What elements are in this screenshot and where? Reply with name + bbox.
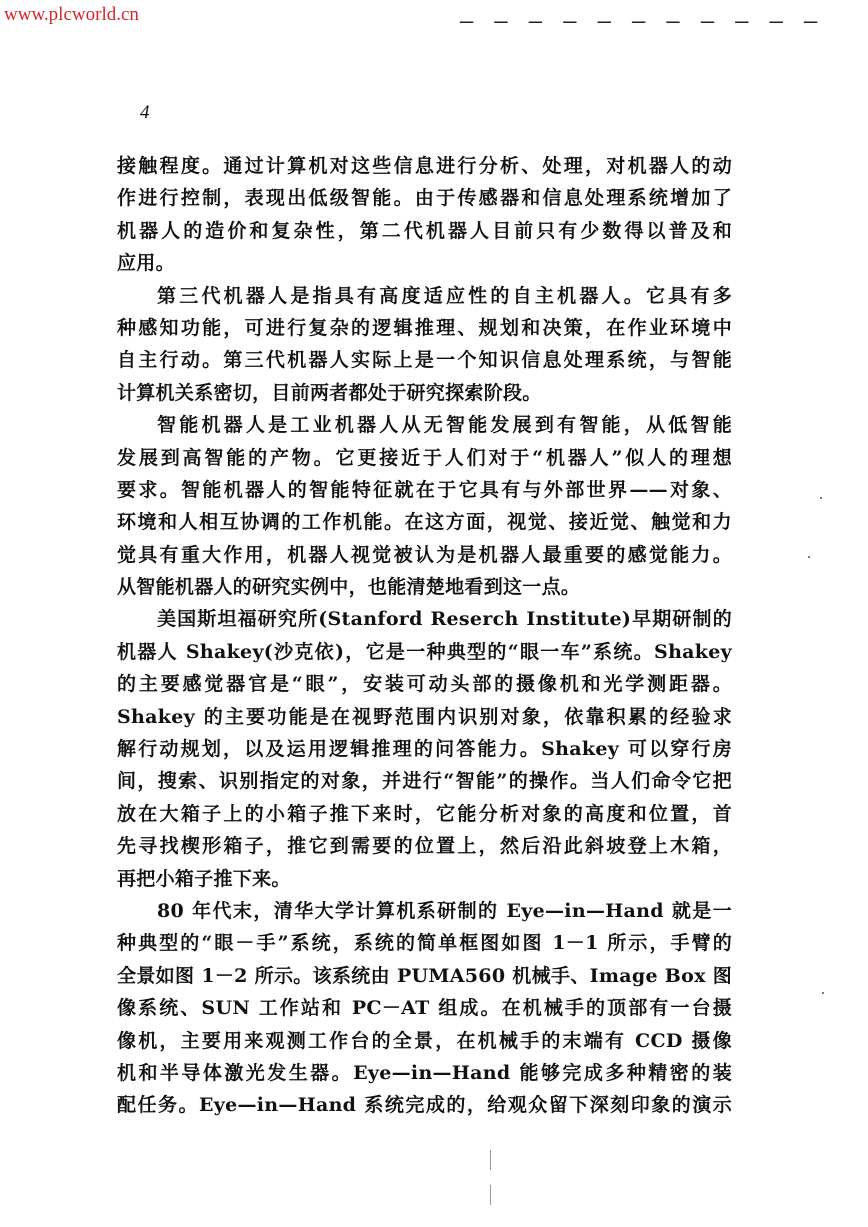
page-number: 4 xyxy=(140,102,150,123)
text-line: Shakey 的主要功能是在视野范围内识别对象，依靠积累的经验求 xyxy=(117,705,732,728)
text-line: 计算机关系密切，目前两者都处于研究探索阶段。 xyxy=(117,381,542,404)
text-line: 先寻找楔形箱子，推它到需要的位置上，然后沿此斜坡登上木箱， xyxy=(117,835,732,858)
text-line: 环境和人相互协调的工作机能。在这方面，视觉、接近觉、触觉和力 xyxy=(117,511,732,534)
text-line: 要求。智能机器人的智能特征就在于它具有与外部世界——对象、 xyxy=(117,478,732,501)
text-line: 机器人 Shakey(沙克依)，它是一种典型的“眼一车”系统。Shakey xyxy=(117,640,732,663)
text-line: 机和半导体激光发生器。Eye—in—Hand 能够完成多种精密的装 xyxy=(117,1061,732,1084)
text-line: 解行动规划，以及运用逻辑推理的问答能力。Shakey 可以穿行房 xyxy=(117,738,732,761)
body-text xyxy=(117,150,732,1122)
scan-speck xyxy=(822,992,824,994)
text-line: 从智能机器人的研究实例中，也能清楚地看到这一点。 xyxy=(117,576,581,599)
text-line: 80 年代末，清华大学计算机系研制的 Eye—in—Hand 就是一 xyxy=(157,899,732,922)
text-line: 美国斯坦福研究所(Stanford Reserch Institute)早期研制的 xyxy=(157,608,732,631)
header-dashes: — — — — — — — — — — — xyxy=(460,10,822,35)
scan-mark xyxy=(490,1185,491,1205)
text-line: 全景如图 1－2 所示。该系统由 PUMA560 机械手、Image Box 图 xyxy=(117,964,732,987)
scan-speck xyxy=(820,497,822,499)
text-line: 自主行动。第三代机器人实际上是一个知识信息处理系统，与智能 xyxy=(117,349,732,372)
text-line: 智能机器人是工业机器人从无智能发展到有智能，从低智能 xyxy=(157,414,732,437)
scan-mark xyxy=(490,1150,491,1170)
text-line: 种典型的“眼－手”系统，系统的简单框图如图 1－1 所示，手臂的 xyxy=(117,932,732,955)
text-line: 配任务。Eye—in—Hand 系统完成的，给观众留下深刻印象的演示 xyxy=(117,1094,732,1117)
text-line: 觉具有重大作用，机器人视觉被认为是机器人最重要的感觉能力。 xyxy=(117,543,732,566)
text-line: 作进行控制，表现出低级智能。由于传感器和信息处理系统增加了 xyxy=(117,187,732,210)
text-line: 第三代机器人是指具有高度适应性的自主机器人。它具有多 xyxy=(157,284,732,307)
text-line: 间，搜索、识别指定的对象，并进行“智能”的操作。当人们命令它把 xyxy=(117,770,732,793)
watermark: www.plcworld.cn xyxy=(4,4,139,25)
text-line: 发展到高智能的产物。它更接近于人们对于“机器人”似人的理想 xyxy=(117,446,732,469)
text-line: 放在大箱子上的小箱子推下来时，它能分析对象的高度和位置，首 xyxy=(117,802,732,825)
text-line: 接触程度。通过计算机对这些信息进行分析、处理，对机器人的动 xyxy=(117,155,732,177)
text-line: 种感知功能，可进行复杂的逻辑推理、规划和决策，在作业环境中 xyxy=(117,316,732,339)
text-line: 应用。 xyxy=(117,252,175,275)
text-line: 像机，主要用来观测工作台的全景，在机械手的末端有 CCD 摄像 xyxy=(117,1029,732,1052)
text-line: 再把小箱子推下来。 xyxy=(117,867,291,890)
scan-speck xyxy=(808,556,810,558)
text-line: 机器人的造价和复杂性，第二代机器人目前只有少数得以普及和 xyxy=(117,219,732,242)
text-line: 的主要感觉器官是“眼”，安装可动头部的摄像机和光学测距器。 xyxy=(117,673,732,696)
text-line: 像系统、SUN 工作站和 PC－AT 组成。在机械手的顶部有一台摄 xyxy=(117,997,732,1020)
